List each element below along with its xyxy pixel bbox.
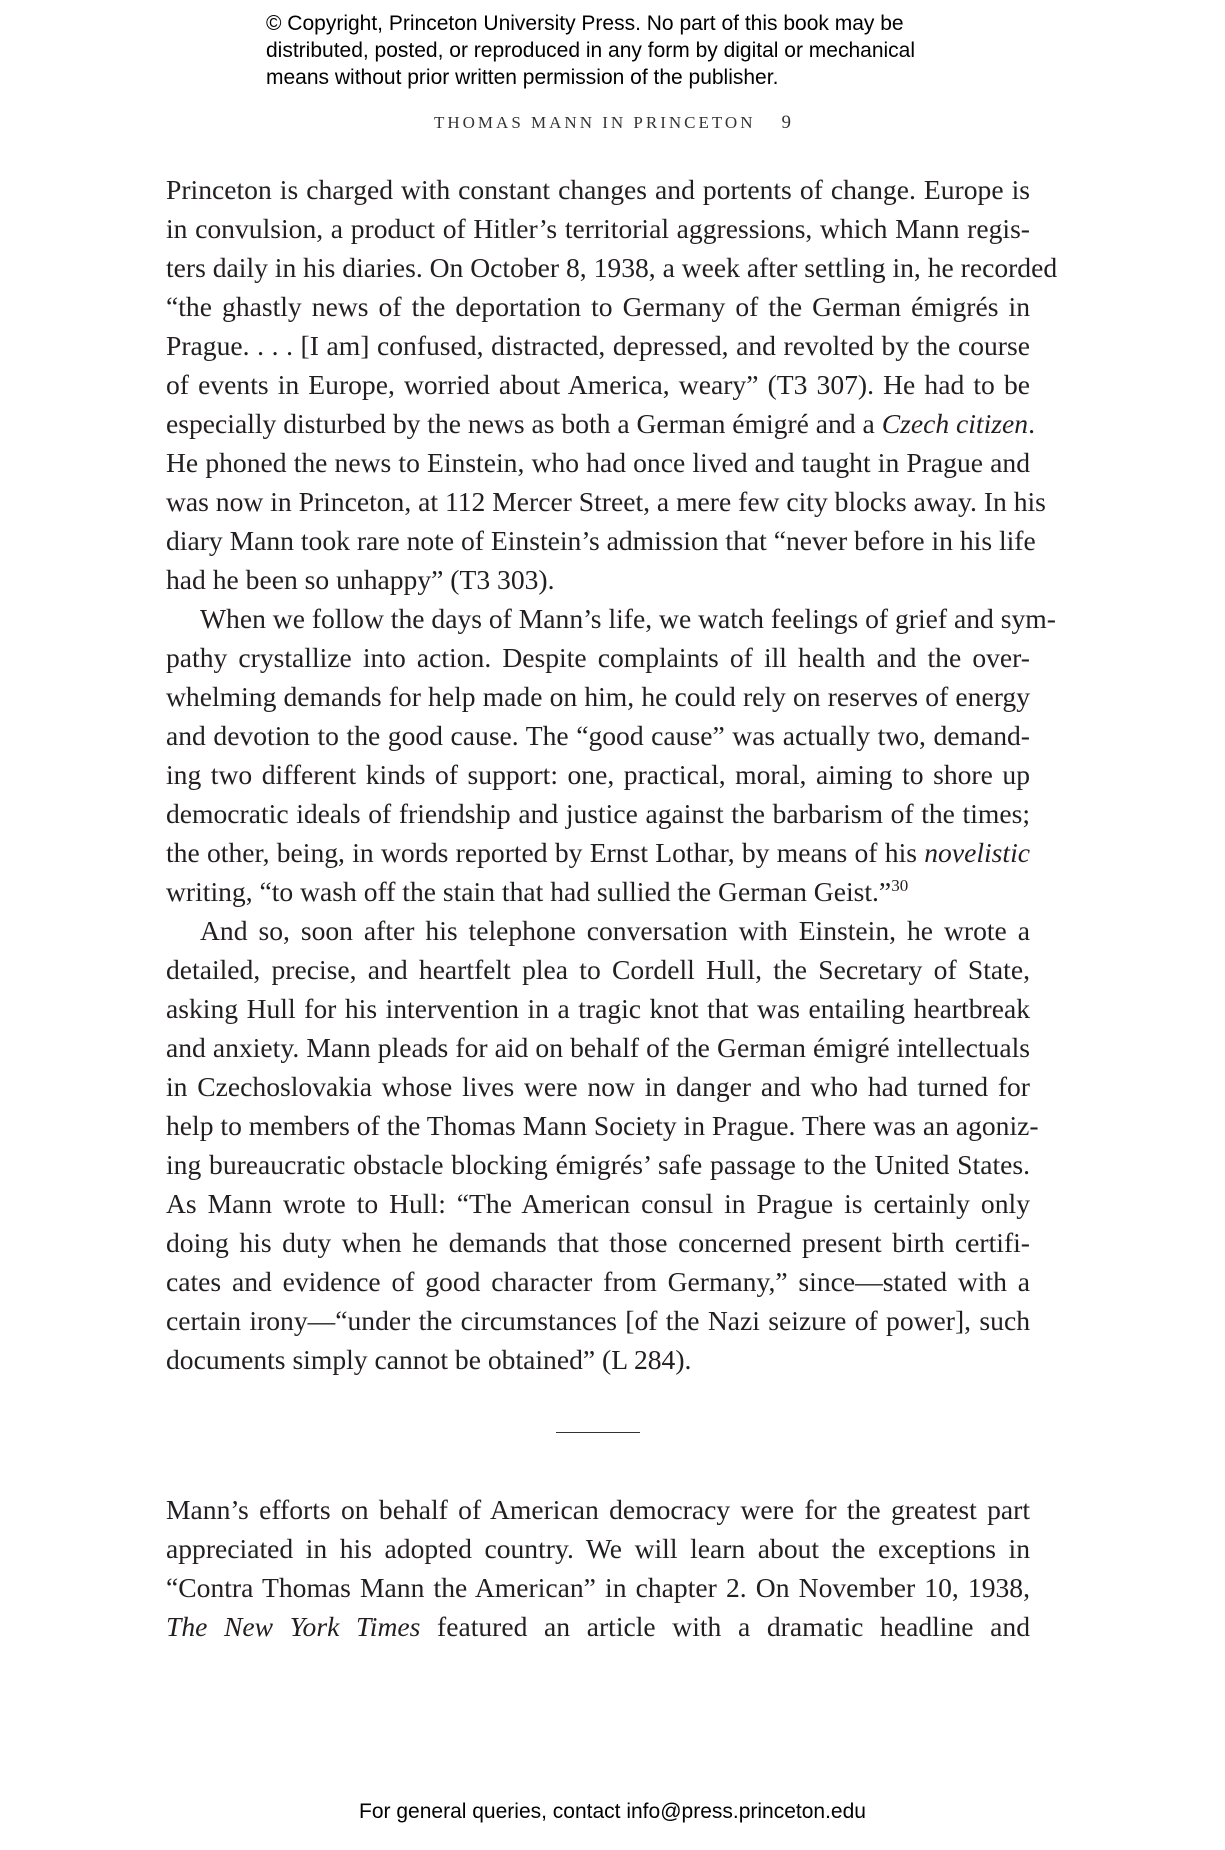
text-line: democratic ideals of friendship and justice against the barbarism of the times; xyxy=(166,798,1030,829)
text-line: Mann’s efforts on behalf of American democracy were for the greatest part xyxy=(166,1494,1030,1525)
text-line: detailed, precise, and heartfelt plea to Cordell Hull, the Secretary of State, xyxy=(166,954,1030,985)
text-line: doing his duty when he demands that those concerned present birth certifi- xyxy=(166,1227,1030,1258)
text-line: had he been so unhappy” (T3 303). xyxy=(166,564,555,595)
text-line: help to members of the Thomas Mann Society in Prague. There was an agoniz- xyxy=(166,1110,1039,1141)
italic-text: novelistic xyxy=(924,837,1030,868)
running-head xyxy=(0,112,1225,134)
text-segment: especially disturbed by the news as both a German émigré and a xyxy=(166,408,882,439)
running-head-title: THOMAS MANN IN PRINCETON xyxy=(433,113,756,132)
text-line xyxy=(166,1607,1030,1646)
text-segment: the other, being, in words reported by Ernst Lothar, by means of his xyxy=(166,837,925,868)
text-line: asking Hull for his intervention in a tragic knot that was entailing heartbreak xyxy=(166,993,1030,1024)
main-text-section-1 xyxy=(166,170,1058,1379)
text-line: and anxiety. Mann pleads for aid on behalf of the German émigré intellectuals xyxy=(166,1032,1030,1063)
copyright-line: © Copyright, Princeton University Press. No part of this book may be xyxy=(266,12,904,35)
text-line xyxy=(166,404,1035,443)
text-line: and devotion to the good cause. The “good cause” was actually two, demand- xyxy=(166,720,1030,751)
text-line: appreciated in his adopted country. We will learn about the exceptions in xyxy=(166,1533,1030,1564)
text-line: pathy crystallize into action. Despite complaints of ill health and the over- xyxy=(166,642,1030,673)
text-line: He phoned the news to Einstein, who had once lived and taught in Prague and xyxy=(166,447,1030,478)
text-line: of events in Europe, worried about America, weary” (T3 307). He had to be xyxy=(166,369,1030,400)
text-line: Prague. . . . [I am] confused, distracted, depressed, and revolted by the course xyxy=(166,330,1030,361)
page-number: 9 xyxy=(781,112,791,133)
copyright-line: distributed, posted, or reproduced in any form by digital or mechanical xyxy=(266,39,916,62)
text-line: ters daily in his diaries. On October 8, 1938, a week after settling in, he recorded xyxy=(166,252,1058,283)
text-line: was now in Princeton, at 112 Mercer Street, a mere few city blocks away. In his xyxy=(166,486,1046,517)
footnote-ref: 30 xyxy=(891,875,909,895)
text-line: in Czechoslovakia whose lives were now in danger and who had turned for xyxy=(166,1071,1030,1102)
text-line: Princeton is charged with constant changes and portents of change. Europe is xyxy=(166,174,1030,205)
text-line: “the ghastly news of the deportation to Germany of the German émigrés in xyxy=(166,291,1030,322)
copyright-notice xyxy=(266,10,1026,91)
main-text-section-2 xyxy=(166,1490,1030,1646)
text-line: When we follow the days of Mann’s life, we watch feelings of grief and sym- xyxy=(200,603,1056,634)
italic-text: Czech citizen xyxy=(881,408,1029,439)
text-line: whelming demands for help made on him, he could rely on reserves of energy xyxy=(166,681,1030,712)
text-segment: writing, “to wash off the stain that had sullied the German Geist.” xyxy=(166,876,892,907)
text-segment: featured an article with a dramatic headline and xyxy=(420,1611,1030,1642)
text-line: documents simply cannot be obtained” (L 284). xyxy=(166,1344,692,1375)
text-line xyxy=(166,872,1030,911)
footer-contact: For general queries, contact info@press.princeton.edu xyxy=(359,1800,866,1823)
text-line: “Contra Thomas Mann the American” in chapter 2. On November 10, 1938, xyxy=(166,1572,1030,1603)
text-line: And so, soon after his telephone conversation with Einstein, he wrote a xyxy=(200,915,1030,946)
text-line: diary Mann took rare note of Einstein’s admission that “never before in his life xyxy=(166,525,1036,556)
text-line xyxy=(166,833,1030,872)
text-line: in convulsion, a product of Hitler’s territorial aggressions, which Mann regis- xyxy=(166,213,1030,244)
text-line: cates and evidence of good character from Germany,” since—stated with a xyxy=(166,1266,1030,1297)
text-segment: . xyxy=(1028,408,1035,439)
copyright-line: means without prior written permission of the publisher. xyxy=(266,66,779,89)
text-line: ing bureaucratic obstacle blocking émigrés’ safe passage to the United States. xyxy=(166,1149,1030,1180)
text-line: As Mann wrote to Hull: “The American consul in Prague is certainly only xyxy=(166,1188,1030,1219)
text-line: certain irony—“under the circumstances [of the Nazi seizure of power], such xyxy=(166,1305,1030,1336)
section-divider xyxy=(556,1432,640,1433)
italic-text: The New York Times xyxy=(166,1611,421,1642)
text-line: ing two different kinds of support: one, practical, moral, aiming to shore up xyxy=(166,759,1030,790)
